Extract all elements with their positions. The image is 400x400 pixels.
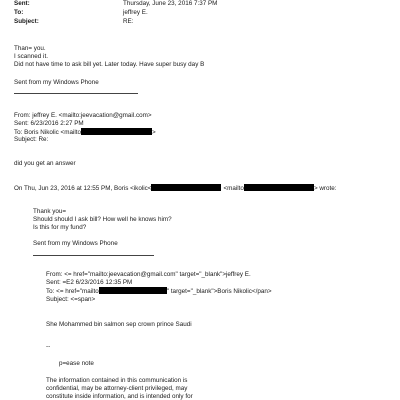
sent-label: Sent: [14,0,30,7]
msg2-body: did you get an answer [14,160,76,167]
quoted1-signature: Sent from my Windows Phone [33,240,118,247]
msg3-from: From: <= href="mailto:jeevacation@gmail.com" target="_blank">jeffrey E. [46,271,251,278]
msg3-to [46,287,272,295]
sent-value: Thursday, June 23, 2016 7:37 PM [123,0,218,7]
reply1-line2: I scanned it. [14,53,48,60]
msg2-sent: Sent: 6/23/2016 2:27 PM [14,120,84,127]
reply1-signature: Sent from my Windows Phone [14,79,99,86]
disclaimer-line2: confidential, may be attorney-client privileged, may [46,385,188,392]
quoted1-line1: Thank you= [33,208,67,215]
quoted2-dashes: -- [46,343,51,350]
msg3-to-prefix: To: <= href="mailto [46,288,99,295]
quote-intro-suffix: > wrote: [313,185,337,192]
quoted1-line3: Is this for my fund? [33,224,87,231]
disclaimer-line1: The information contained in this communication is [46,377,188,384]
to-value: jeffrey E. [123,9,148,16]
redaction-box [81,128,152,135]
quoted2-note: p=ease note [59,360,94,367]
msg2-to-prefix: To: Boris Nikolic <mailto [14,129,82,136]
disclaimer-line3: constitute inside information, and is intended only for [46,393,193,400]
quote-intro-middle: <mailto [223,185,244,192]
msg3-subject: Subject: <=span> [46,296,96,303]
redaction-box [244,184,314,191]
subject-value: RE: [123,18,134,25]
reply1-line3: Did not have time to ask bill yet. Later today. Have super busy day B [14,61,205,68]
quote-intro-prefix: On Thu, Jun 23, 2016 at 12:55 PM, Boris <ikolic< [14,185,152,192]
quoted1-line2: Should should I ask bill? How well he knows him? [33,216,172,223]
quote-intro [14,184,337,192]
msg3-to-suffix: " target="_blank">Boris Nikolic</pan> [166,288,272,295]
msg2-subject: Subject: Re: [14,136,49,143]
redaction-box [151,184,221,191]
separator-rule [33,255,154,256]
redaction-box [99,287,167,294]
msg2-to-suffix: > [152,129,156,136]
to-label: To: [14,9,24,16]
quoted2-line1: She Mohammed bin salmon sep crown prince Saudi [46,321,192,328]
msg2-from: From: jeffrey E. <mailto:jeevacation@gmail.com> [14,112,152,119]
separator-rule [14,93,138,94]
reply1-line1: Than= you. [14,45,46,52]
subject-label: Subject: [14,18,39,25]
msg3-sent: Sent: =E2 6/23/2016 12:35 PM [46,279,133,286]
